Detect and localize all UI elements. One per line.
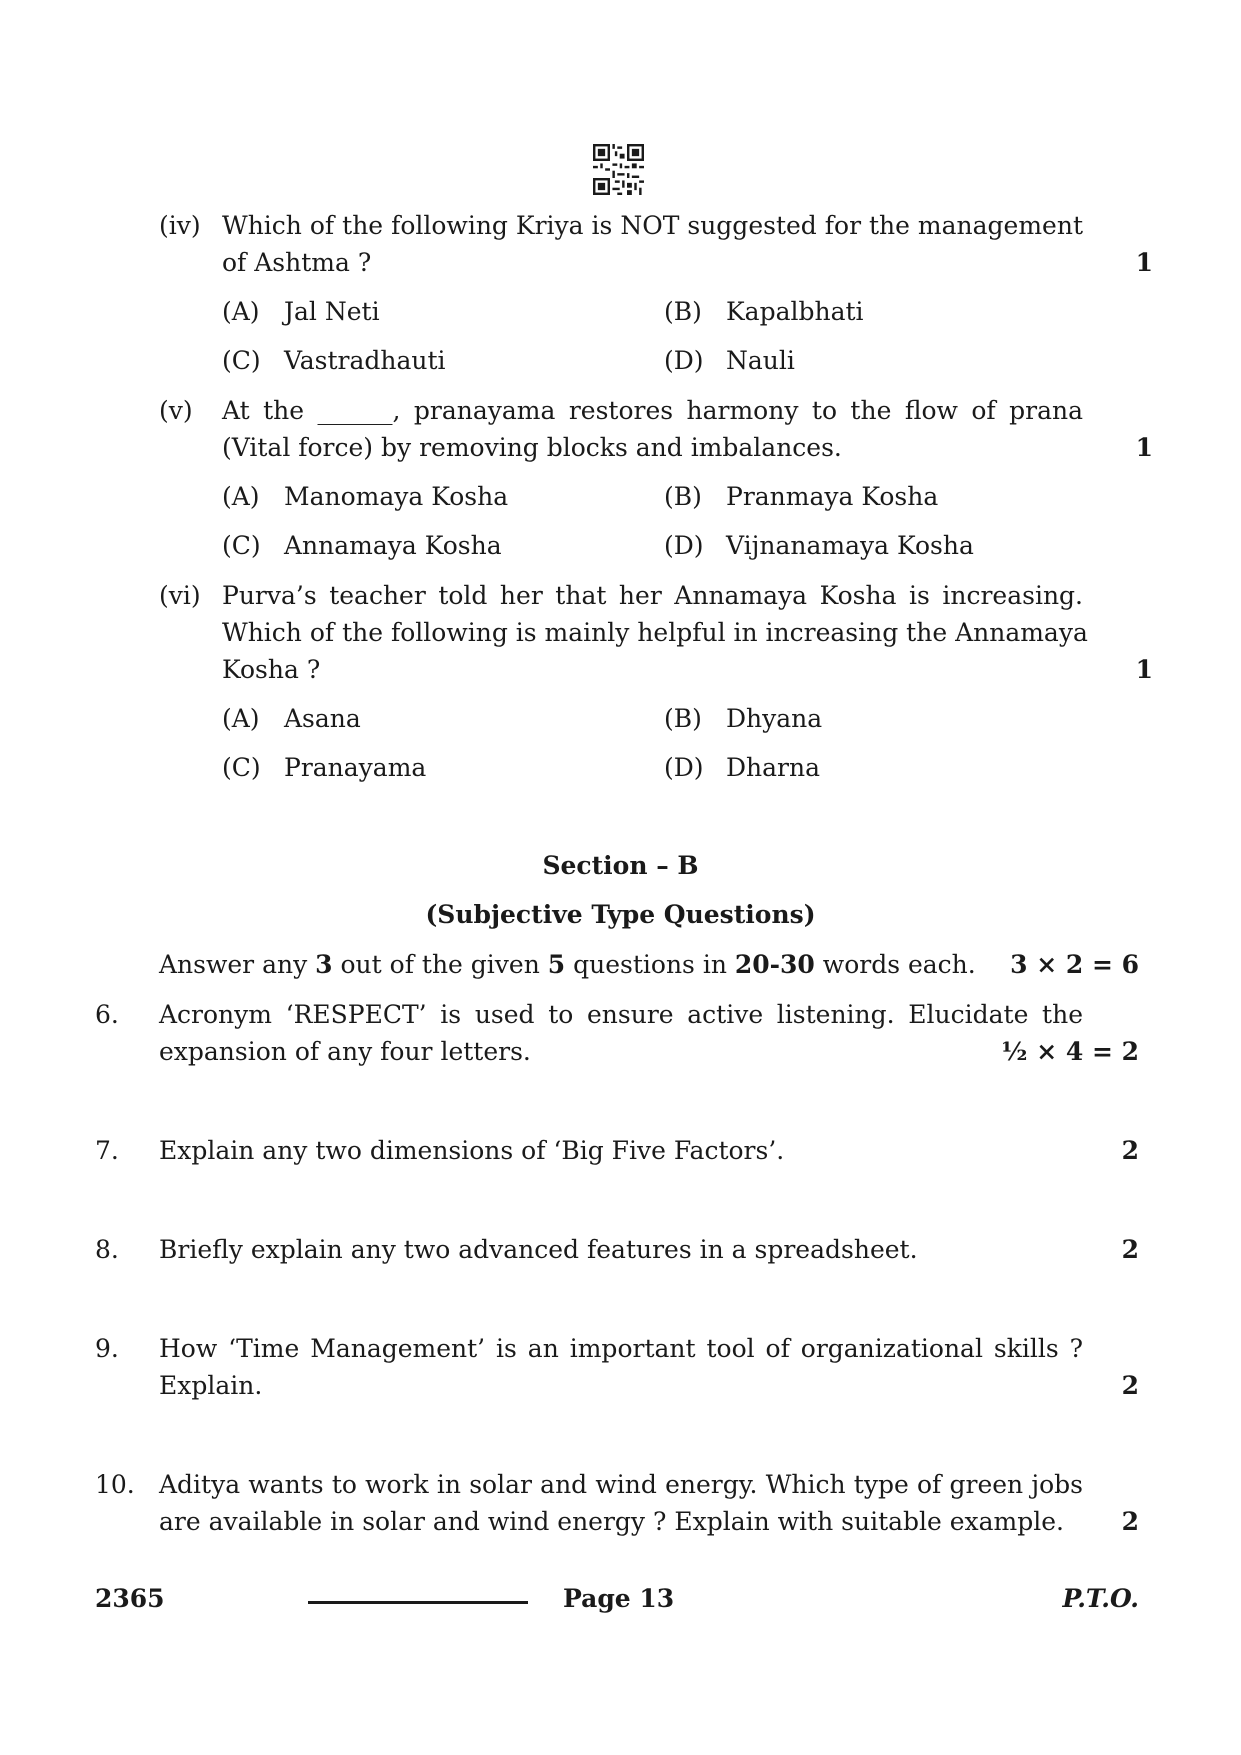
question-number: (v) — [159, 396, 193, 425]
question-text: Explain. — [159, 1371, 263, 1400]
marks: 2 — [1121, 1136, 1139, 1165]
question-number: 10. — [95, 1470, 135, 1499]
question-number: 7. — [95, 1136, 119, 1165]
question-text: Acronym ‘RESPECT’ is used to ensure active listening. Elucidate the — [159, 1000, 1083, 1029]
question-text: Kosha ? — [222, 655, 321, 684]
option-b: (B) Dhyana — [664, 704, 823, 733]
question-text: Explain any two dimensions of ‘Big Five Factors’. — [159, 1136, 785, 1165]
marks: 1 — [1135, 655, 1153, 684]
option-a: (A) Jal Neti — [222, 297, 380, 326]
option-c: (C) Annamaya Kosha — [222, 531, 502, 560]
option-b: (B) Pranmaya Kosha — [664, 482, 939, 511]
pto-label: P.T.O. — [1062, 1584, 1139, 1613]
section-title: Section – B — [542, 851, 699, 880]
question-text: At the ______, pranayama restores harmony to the flow of prana — [222, 396, 1083, 425]
footer-rule — [308, 1601, 528, 1604]
option-c: (C) Vastradhauti — [222, 346, 446, 375]
marks: 2 — [1121, 1235, 1139, 1264]
question-text: Aditya wants to work in solar and wind energy. Which type of green jobs — [159, 1470, 1083, 1499]
option-d: (D) Dharna — [664, 753, 821, 782]
marks: 2 — [1121, 1371, 1139, 1400]
option-b: (B) Kapalbhati — [664, 297, 864, 326]
marks: 1 — [1135, 433, 1153, 462]
option-a: (A) Manomaya Kosha — [222, 482, 509, 511]
question-number: (vi) — [159, 581, 201, 610]
paper-code: 2365 — [95, 1584, 165, 1613]
section-subtitle: (Subjective Type Questions) — [425, 900, 816, 929]
option-d: (D) Vijnanamaya Kosha — [664, 531, 974, 560]
question-number: 8. — [95, 1235, 119, 1264]
question-number: 9. — [95, 1334, 119, 1363]
marks: ½ × 4 = 2 — [1001, 1037, 1139, 1066]
marks: 2 — [1121, 1507, 1139, 1536]
question-text: Briefly explain any two advanced features in a spreadsheet. — [159, 1235, 918, 1264]
question-text: Purva’s teacher told her that her Annamaya Kosha is increasing. — [222, 581, 1083, 610]
question-text: Which of the following Kriya is NOT suggested for the management — [222, 211, 1083, 240]
marks: 1 — [1135, 248, 1153, 277]
option-d: (D) Nauli — [664, 346, 795, 375]
question-text: are available in solar and wind energy ? Explain with suitable example. — [159, 1507, 1065, 1536]
section-instruction: Answer any 3 out of the given 5 questions in 20-30 words each. — [159, 950, 976, 979]
question-text: (Vital force) by removing blocks and imbalances. — [222, 433, 842, 462]
question-number: 6. — [95, 1000, 119, 1029]
page-number: Page 13 — [563, 1584, 675, 1613]
question-text: Which of the following is mainly helpful in increasing the Annamaya — [222, 618, 1088, 647]
question-text: of Ashtma ? — [222, 248, 372, 277]
question-number: (iv) — [159, 211, 201, 240]
question-text: expansion of any four letters. — [159, 1037, 531, 1066]
section-marks: 3 × 2 = 6 — [1010, 950, 1139, 979]
option-a: (A) Asana — [222, 704, 361, 733]
qr-code-icon — [593, 144, 644, 195]
option-c: (C) Pranayama — [222, 753, 427, 782]
question-text: How ‘Time Management’ is an important tool of organizational skills ? — [159, 1334, 1083, 1363]
